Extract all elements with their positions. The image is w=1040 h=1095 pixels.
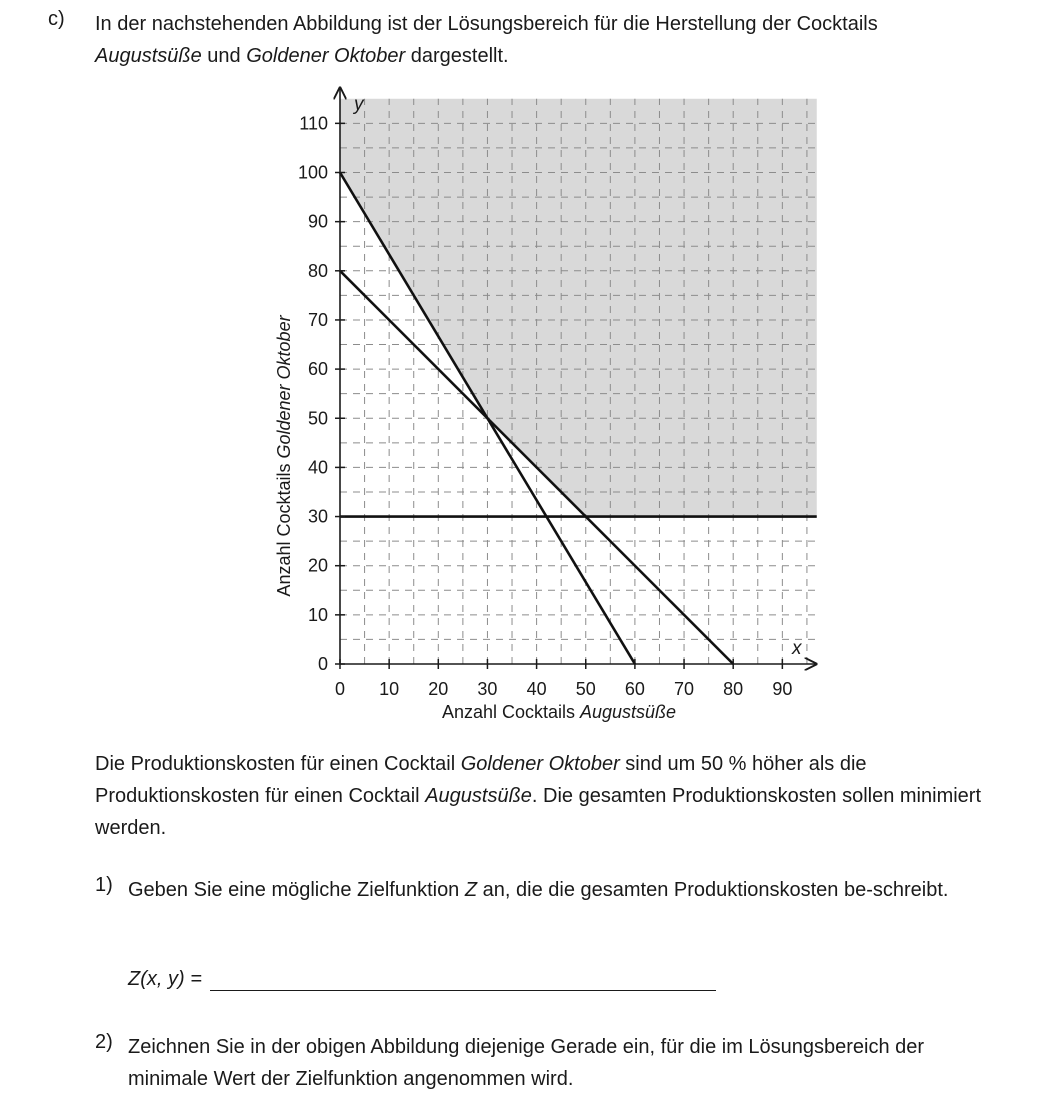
x-axis-label	[442, 702, 676, 722]
y-tick-label: 60	[307, 359, 328, 380]
y-tick-label: 40	[307, 457, 328, 478]
task2-number: 2)	[95, 1031, 113, 1053]
task1-part2: an, die die gesamten Produktionskosten be-schreibt.	[477, 879, 949, 901]
objective-function-row	[128, 968, 716, 991]
intro-tail: dargestellt.	[405, 45, 509, 67]
x-tick-label: 30	[477, 679, 498, 699]
x-tick-label: 70	[674, 679, 695, 699]
cocktail-name-b: Goldener Oktober	[246, 45, 406, 67]
x-axis-label-prefix: Anzahl Cocktails	[441, 702, 580, 722]
y-tick-label: 110	[299, 113, 328, 134]
y-tick-label: 50	[307, 408, 328, 429]
y-tick-label: 0	[317, 654, 328, 674]
paragraph-part2: sind um 50 % höher als die Produktionskosten für einen Cocktail	[95, 753, 867, 807]
x-tick-label: 80	[723, 679, 744, 699]
task1-text	[128, 874, 1008, 906]
solution-region-chart	[260, 80, 830, 730]
x-tick-label: 0	[334, 679, 346, 699]
x-tick-label: 20	[428, 679, 449, 699]
y-axis-label-prefix: Anzahl Cocktails	[274, 458, 294, 597]
y-tick-label: 100	[297, 162, 328, 183]
paragraph-part3: . Die gesamten Produktionskosten sollen minimiert werden.	[95, 785, 982, 839]
objective-function-label: Z(x, y) =	[128, 968, 202, 990]
y-tick-label: 20	[307, 555, 328, 576]
cost-paragraph	[95, 748, 1005, 844]
y-tick-label: 30	[307, 506, 328, 527]
x-axis-symbol: x	[792, 638, 802, 659]
x-tick-label: 60	[624, 679, 645, 699]
task1-z: Z	[464, 879, 478, 901]
x-tick-label: 50	[575, 679, 596, 699]
task1-part1: Geben Sie eine mögliche Zielfunktion	[128, 879, 465, 901]
y-axis-label-name: Goldener Oktober	[274, 315, 294, 459]
intro-text	[95, 8, 995, 72]
subtask-label: c)	[48, 8, 65, 30]
task2-text: Zeichnen Sie in der obigen Abbildung diejenige Gerade ein, für die im Lösungsbereich der minimale Wert der Zielfunktion angenommen wird.	[128, 1036, 925, 1090]
feasible-region	[340, 99, 817, 517]
y-axis-label	[274, 314, 294, 596]
task1-number: 1)	[95, 874, 113, 896]
answer-line[interactable]	[210, 968, 716, 991]
y-tick-label: 80	[307, 260, 328, 281]
y-tick-label: 10	[307, 604, 328, 625]
y-axis-symbol: y	[354, 94, 364, 115]
intro-line1: In der nachstehenden Abbildung ist der Lösungsbereich für die Herstellung der Cocktails	[95, 13, 878, 35]
paragraph-name-a: Augustsüße	[425, 785, 532, 807]
x-axis-label-name: Augustsüße	[580, 702, 677, 722]
paragraph-part1: Die Produktionskosten für einen Cocktail	[95, 753, 461, 775]
x-tick-label: 40	[526, 679, 547, 699]
paragraph-name-b: Goldener Oktober	[460, 753, 620, 775]
y-tick-label: 90	[307, 211, 328, 232]
x-tick-label: 90	[772, 679, 793, 699]
cocktail-name-a: Augustsüße	[95, 45, 202, 67]
x-tick-label: 10	[379, 679, 400, 699]
y-tick-label: 70	[307, 309, 328, 330]
intro-and: und	[201, 45, 247, 67]
